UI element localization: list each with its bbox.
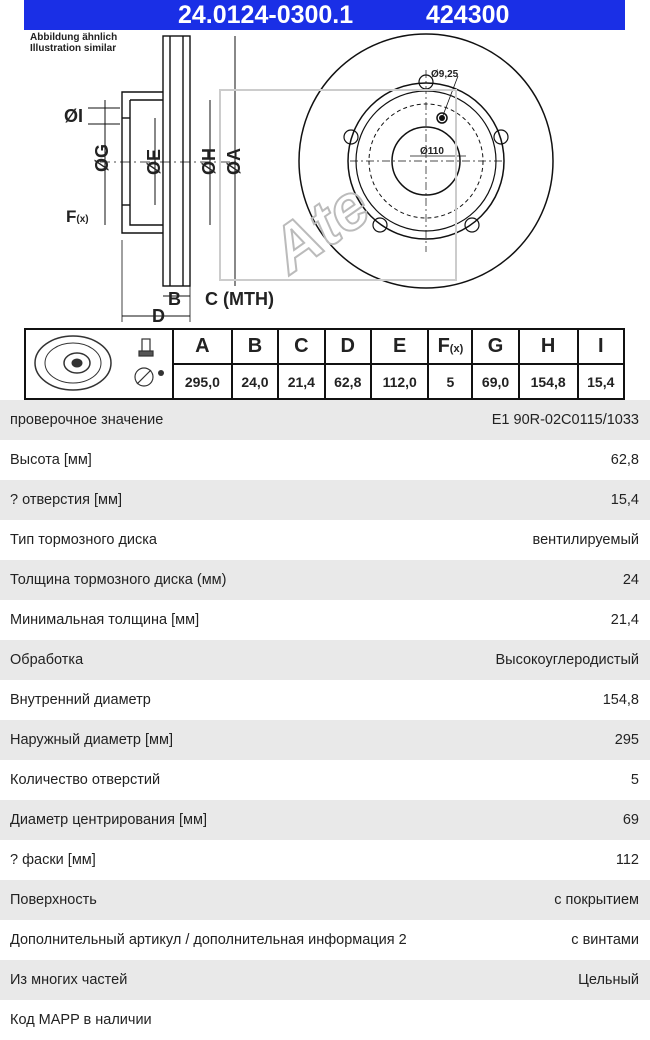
illustration-note-en: Illustration similar xyxy=(30,43,117,54)
spec-value-c: 21,4 xyxy=(278,364,324,399)
property-row xyxy=(0,480,650,520)
pcd-label: Ø110 xyxy=(420,146,444,157)
property-key: Количество отверстий xyxy=(10,772,161,788)
property-row xyxy=(0,440,650,480)
dim-i-label: ØI xyxy=(64,106,84,126)
dim-g-label: ØG xyxy=(92,143,112,172)
property-key: Толщина тормозного диска (мм) xyxy=(10,572,227,588)
property-key: Тип тормозного диска xyxy=(10,532,157,548)
property-row xyxy=(0,1000,650,1040)
front-view xyxy=(256,30,570,290)
spec-value-b: 24,0 xyxy=(232,364,278,399)
property-row xyxy=(0,920,650,960)
spec-table xyxy=(24,328,625,400)
property-row xyxy=(0,720,650,760)
disc-thumbnail xyxy=(29,331,169,393)
property-key: Из многих частей xyxy=(10,972,128,988)
part-number: 24.0124-0300.1 xyxy=(178,1,354,29)
disc-thumbnail-cell xyxy=(25,329,173,399)
spec-header-i: I xyxy=(578,329,624,364)
property-key: Внутренний диаметр xyxy=(10,692,151,708)
property-value: E1 90R-02C0115/1033 xyxy=(491,412,639,428)
technical-drawing xyxy=(0,0,650,400)
spec-header-b: B xyxy=(232,329,278,364)
property-key: Диаметр центрирования [мм] xyxy=(10,812,208,828)
property-key: Высота [мм] xyxy=(10,452,92,468)
dim-h-label: ØH xyxy=(199,148,219,175)
property-value: 112 xyxy=(615,852,639,868)
spec-header-h: H xyxy=(519,329,578,364)
spec-header-e: E xyxy=(371,329,429,364)
spec-header-c: C xyxy=(278,329,324,364)
illustration-note-de: Abbildung ähnlich xyxy=(30,32,118,43)
property-value: с покрытием xyxy=(554,892,639,908)
property-key: Наружный диаметр [мм] xyxy=(10,732,174,748)
dim-c-label: C (MTH) xyxy=(205,289,274,309)
property-value: 295 xyxy=(614,732,639,748)
property-row xyxy=(0,840,650,880)
dim-f-sub: (x) xyxy=(76,214,89,225)
spec-value-h: 154,8 xyxy=(519,364,578,399)
property-value: 21,4 xyxy=(610,612,639,628)
dim-f-letter: F xyxy=(66,207,77,226)
property-row xyxy=(0,960,650,1000)
spec-value-f: 5 xyxy=(428,364,472,399)
property-row xyxy=(0,680,650,720)
spec-header-f xyxy=(428,329,472,364)
property-key: Дополнительный артикул / дополнительная информация 2 xyxy=(10,932,407,948)
property-value: с винтами xyxy=(571,932,639,948)
property-row xyxy=(0,880,650,920)
property-key: Минимальная толщина [мм] xyxy=(10,612,200,628)
property-key: Поверхность xyxy=(10,892,97,908)
property-value: Цельный xyxy=(578,972,639,988)
spec-header-f-letter: F xyxy=(437,335,450,357)
dim-a-label: ØA xyxy=(224,148,244,175)
property-value: вентилируемый xyxy=(532,532,639,548)
dim-b-label: B xyxy=(168,289,181,309)
spec-header-d: D xyxy=(325,329,371,364)
property-value: Высокоуглеродистый xyxy=(495,652,639,668)
spec-value-a: 295,0 xyxy=(173,364,232,399)
property-value: 62,8 xyxy=(610,452,639,468)
property-key: ? отверстия [мм] xyxy=(10,492,123,508)
spec-value-e: 112,0 xyxy=(371,364,429,399)
dim-d-label: D xyxy=(152,306,165,326)
spec-value-i: 15,4 xyxy=(578,364,624,399)
spec-header-g: G xyxy=(472,329,518,364)
property-value: 5 xyxy=(630,772,639,788)
spec-value-d: 62,8 xyxy=(325,364,371,399)
bolt-hole-label: Ø9,25 xyxy=(431,69,459,80)
property-key: Код MAPP в наличии xyxy=(10,1012,152,1028)
property-row xyxy=(0,760,650,800)
property-row xyxy=(0,520,650,560)
property-value: 69 xyxy=(622,812,639,828)
spec-header-a: A xyxy=(173,329,232,364)
property-row xyxy=(0,600,650,640)
spec-value-g: 69,0 xyxy=(472,364,518,399)
property-row xyxy=(0,800,650,840)
properties-list xyxy=(0,400,650,1040)
spec-header-f-sub: (x) xyxy=(449,343,464,355)
property-row xyxy=(0,640,650,680)
alt-part-number: 424300 xyxy=(426,1,510,29)
property-value: 154,8 xyxy=(602,692,639,708)
property-row xyxy=(0,560,650,600)
property-key: Обработка xyxy=(10,652,84,668)
property-value: 15,4 xyxy=(610,492,639,508)
property-key: ? фаски [мм] xyxy=(10,852,96,868)
dim-f-label xyxy=(66,207,89,226)
property-row xyxy=(0,400,650,440)
property-key: проверочное значение xyxy=(10,412,164,428)
property-value: 24 xyxy=(622,572,639,588)
dim-e-label: ØE xyxy=(144,148,164,175)
logo-watermark: Ate xyxy=(256,168,383,287)
